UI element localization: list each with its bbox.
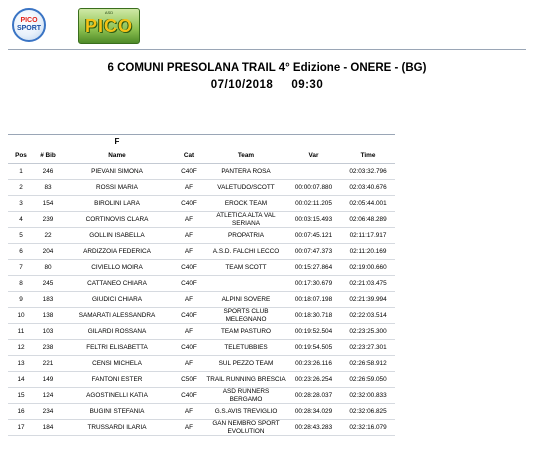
- table-row: [8, 196, 395, 212]
- pico-logo-text: PICO: [84, 15, 133, 36]
- logo-text-top: PICO: [20, 17, 38, 24]
- cell-bib: 124: [34, 388, 62, 404]
- cell-cat: C40F: [172, 276, 206, 292]
- cell-bib: 83: [34, 180, 62, 196]
- cell-name: ROSSI MARIA: [62, 180, 172, 196]
- cell-team: TEAM SCOTT: [206, 260, 286, 276]
- table-row: [8, 260, 395, 276]
- cell-pos: 8: [8, 276, 34, 292]
- cell-var: 00:18:30.718: [286, 308, 341, 324]
- cell-team: [206, 276, 286, 292]
- cell-name: CENSI MICHELA: [62, 356, 172, 372]
- cell-team: ATLETICA ALTA VAL SERIANA: [206, 212, 286, 228]
- cell-pos: 16: [8, 404, 34, 420]
- cell-cat: AF: [172, 404, 206, 420]
- pico-sport-logo: [12, 8, 46, 42]
- table-row: [8, 276, 395, 292]
- cell-team: TEAM PASTURO: [206, 324, 286, 340]
- cell-time: 02:03:32.796: [341, 164, 395, 180]
- cell-pos: 3: [8, 196, 34, 212]
- cell-pos: 4: [8, 212, 34, 228]
- cell-time: 02:23:27.301: [341, 340, 395, 356]
- cell-bib: 238: [34, 340, 62, 356]
- cell-pos: 9: [8, 292, 34, 308]
- cell-cat: AF: [172, 324, 206, 340]
- col-header-time: Time: [341, 148, 395, 164]
- cell-team: TELETUBBIES: [206, 340, 286, 356]
- cell-var: 00:28:34.029: [286, 404, 341, 420]
- cell-cat: AF: [172, 212, 206, 228]
- cell-team: ASD RUNNERS BERGAMO: [206, 388, 286, 404]
- cell-var: 00:07:47.373: [286, 244, 341, 260]
- header-divider: [8, 49, 526, 50]
- cell-time: 02:19:00.660: [341, 260, 395, 276]
- col-header-pos: Pos: [8, 148, 34, 164]
- cell-pos: 13: [8, 356, 34, 372]
- table-row: [8, 356, 395, 372]
- cell-pos: 11: [8, 324, 34, 340]
- cell-time: 02:03:40.676: [341, 180, 395, 196]
- table-row: [8, 420, 395, 436]
- cell-name: GILARDI ROSSANA: [62, 324, 172, 340]
- cell-team: TRAIL RUNNING BRESCIA: [206, 372, 286, 388]
- cell-var: 00:28:28.037: [286, 388, 341, 404]
- cell-bib: 103: [34, 324, 62, 340]
- cell-name: ARDIZZOIA FEDERICA: [62, 244, 172, 260]
- category-label: F: [62, 135, 172, 149]
- cell-bib: 234: [34, 404, 62, 420]
- table-row: [8, 212, 395, 228]
- cell-team: G.S.AVIS TREVIGLIO: [206, 404, 286, 420]
- cell-bib: 138: [34, 308, 62, 324]
- page-header: [0, 0, 534, 60]
- cell-name: FELTRI ELISABETTA: [62, 340, 172, 356]
- col-header-team: Team: [206, 148, 286, 164]
- cell-name: BUGINI STEFANIA: [62, 404, 172, 420]
- table-row: [8, 292, 395, 308]
- cell-pos: 12: [8, 340, 34, 356]
- cell-var: 00:18:07.198: [286, 292, 341, 308]
- col-header-var: Var: [286, 148, 341, 164]
- cell-team: A.S.D. FALCHI LECCO: [206, 244, 286, 260]
- cell-cat: AF: [172, 228, 206, 244]
- cell-var: [286, 164, 341, 180]
- cell-pos: 5: [8, 228, 34, 244]
- cell-cat: AF: [172, 420, 206, 436]
- event-datetime: [0, 79, 534, 91]
- cell-pos: 15: [8, 388, 34, 404]
- cell-cat: C40F: [172, 260, 206, 276]
- cell-time: 02:22:03.514: [341, 308, 395, 324]
- cell-name: SAMARATI ALESSANDRA: [62, 308, 172, 324]
- cell-name: FANTONI ESTER: [62, 372, 172, 388]
- cell-time: 02:06:48.289: [341, 212, 395, 228]
- cell-pos: 17: [8, 420, 34, 436]
- cell-team: ALPINI SOVERE: [206, 292, 286, 308]
- cell-var: 00:03:15.493: [286, 212, 341, 228]
- cell-team: SPORTS CLUB MELEGNANO: [206, 308, 286, 324]
- cell-time: 02:11:17.917: [341, 228, 395, 244]
- cell-pos: 2: [8, 180, 34, 196]
- logo-text-bottom: SPORT: [16, 25, 42, 32]
- cell-name: PIEVANI SIMONA: [62, 164, 172, 180]
- cell-cat: C40F: [172, 196, 206, 212]
- cell-time: 02:23:25.300: [341, 324, 395, 340]
- cell-cat: C40F: [172, 308, 206, 324]
- cell-var: 00:17:30.679: [286, 276, 341, 292]
- cell-cat: AF: [172, 356, 206, 372]
- cell-time: 02:21:03.475: [341, 276, 395, 292]
- cell-cat: C50F: [172, 372, 206, 388]
- event-date: 07/10/2018: [210, 79, 274, 91]
- cell-pos: 14: [8, 372, 34, 388]
- cell-bib: 154: [34, 196, 62, 212]
- cell-time: 02:32:16.079: [341, 420, 395, 436]
- table-row: [8, 180, 395, 196]
- cell-var: 00:19:52.504: [286, 324, 341, 340]
- category-row: [8, 135, 395, 149]
- cell-cat: C40F: [172, 164, 206, 180]
- cell-time: 02:32:06.825: [341, 404, 395, 420]
- cell-pos: 6: [8, 244, 34, 260]
- cell-cat: AF: [172, 292, 206, 308]
- results-table: [8, 134, 395, 436]
- cell-team: EROCK TEAM: [206, 196, 286, 212]
- table-row: [8, 404, 395, 420]
- cell-bib: 221: [34, 356, 62, 372]
- cell-name: TRUSSARDI ILARIA: [62, 420, 172, 436]
- cell-var: 00:15:27.864: [286, 260, 341, 276]
- table-row: [8, 372, 395, 388]
- cell-time: 02:11:20.169: [341, 244, 395, 260]
- cell-time: 02:26:58.912: [341, 356, 395, 372]
- cell-bib: 80: [34, 260, 62, 276]
- cell-bib: 246: [34, 164, 62, 180]
- cell-pos: 7: [8, 260, 34, 276]
- cell-name: GIUDICI CHIARA: [62, 292, 172, 308]
- col-header-name: Name: [62, 148, 172, 164]
- cell-bib: 149: [34, 372, 62, 388]
- table-row: [8, 388, 395, 404]
- cell-time: 02:21:39.994: [341, 292, 395, 308]
- cell-name: CORTINOVIS CLARA: [62, 212, 172, 228]
- cell-pos: 10: [8, 308, 34, 324]
- cell-bib: 245: [34, 276, 62, 292]
- cell-var: 00:07:45.121: [286, 228, 341, 244]
- table-row: [8, 228, 395, 244]
- cell-cat: C40F: [172, 388, 206, 404]
- cell-name: GOLLIN ISABELLA: [62, 228, 172, 244]
- cell-time: 02:05:44.001: [341, 196, 395, 212]
- table-row: [8, 244, 395, 260]
- table-row: [8, 308, 395, 324]
- cell-cat: C40F: [172, 340, 206, 356]
- cell-var: 00:19:54.505: [286, 340, 341, 356]
- table-header-row: [8, 148, 395, 164]
- cell-bib: 183: [34, 292, 62, 308]
- cell-var: 00:23:26.116: [286, 356, 341, 372]
- cell-pos: 1: [8, 164, 34, 180]
- cell-bib: 22: [34, 228, 62, 244]
- cell-cat: AF: [172, 180, 206, 196]
- col-header-cat: Cat: [172, 148, 206, 164]
- cell-name: CATTANEO CHIARA: [62, 276, 172, 292]
- cell-name: BIROLINI LARA: [62, 196, 172, 212]
- cell-team: GAN NEMBRO SPORT EVOLUTION: [206, 420, 286, 436]
- cell-team: PANTERA ROSA: [206, 164, 286, 180]
- cell-name: CIVIELLO MOIRA: [62, 260, 172, 276]
- cell-team: SUL PEZZO TEAM: [206, 356, 286, 372]
- cell-var: 00:00:07.880: [286, 180, 341, 196]
- cell-bib: 204: [34, 244, 62, 260]
- table-row: [8, 324, 395, 340]
- cell-team: VALETUDO/SCOTT: [206, 180, 286, 196]
- event-time: 09:30: [291, 79, 324, 91]
- cell-var: 00:02:11.205: [286, 196, 341, 212]
- event-title: 6 COMUNI PRESOLANA TRAIL 4° Edizione - ONERE - (BG): [107, 62, 427, 74]
- cell-var: 00:28:43.283: [286, 420, 341, 436]
- cell-cat: AF: [172, 244, 206, 260]
- table-row: [8, 340, 395, 356]
- cell-team: PROPATRIA: [206, 228, 286, 244]
- cell-time: 02:26:59.050: [341, 372, 395, 388]
- cell-var: 00:23:26.254: [286, 372, 341, 388]
- cell-name: AGOSTINELLI KATIA: [62, 388, 172, 404]
- pico-logo-subtext: ASD: [104, 10, 114, 15]
- table-row: [8, 164, 395, 180]
- cell-time: 02:32:00.833: [341, 388, 395, 404]
- cell-bib: 239: [34, 212, 62, 228]
- cell-bib: 184: [34, 420, 62, 436]
- pico-logo: [78, 8, 140, 44]
- col-header-bib: # Bib: [34, 148, 62, 164]
